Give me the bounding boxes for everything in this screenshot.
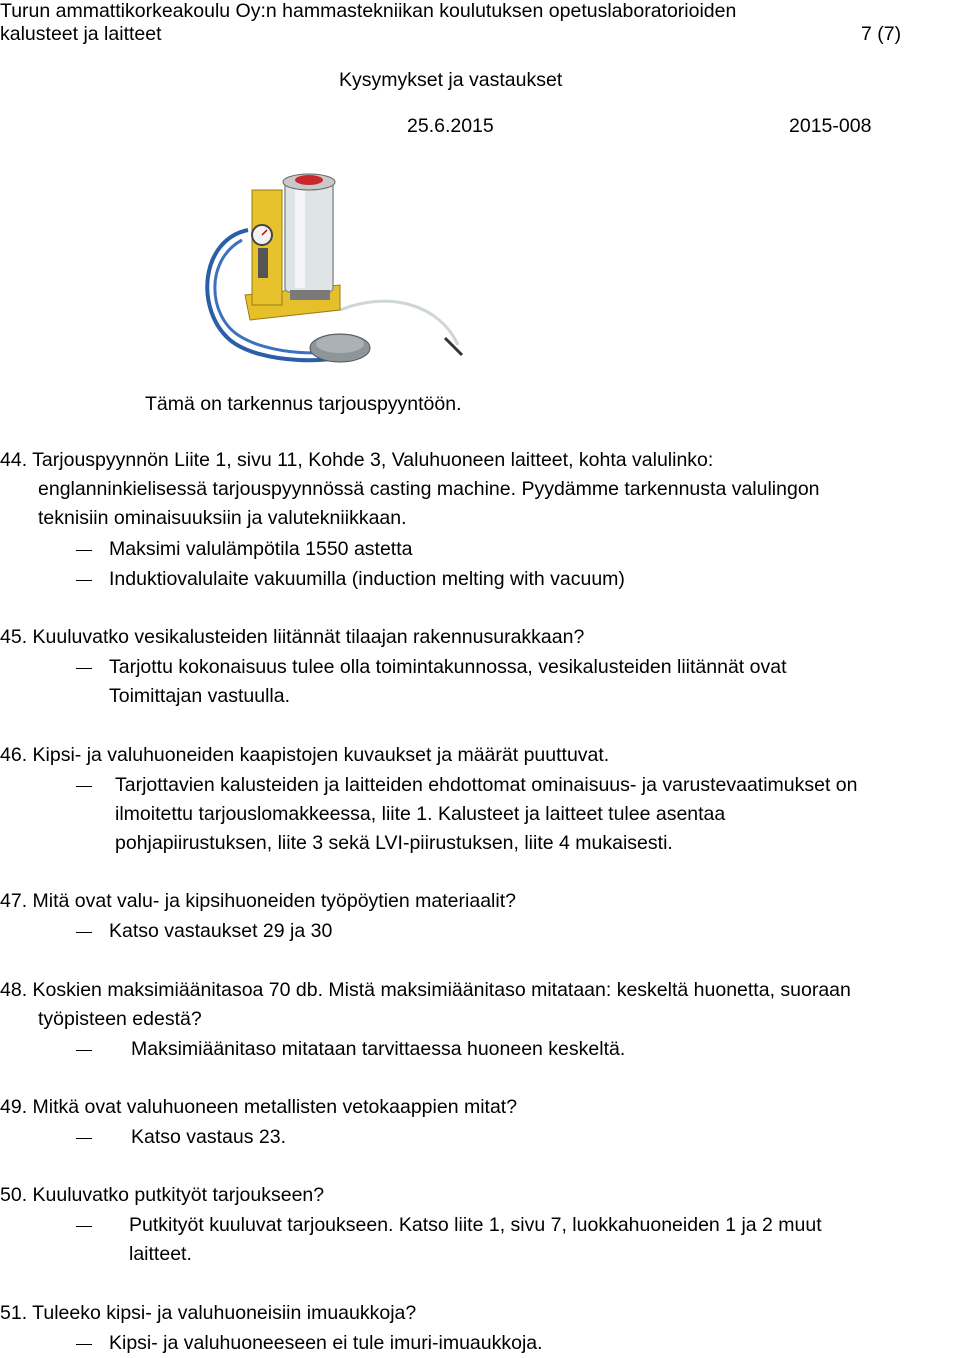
dash-bullet: [76, 932, 92, 933]
answer-45-line1: Tarjottu kokonaisuus tulee olla toimintakunnossa, vesikalusteiden liitännät ovat: [109, 656, 787, 678]
question-46: 46. Kipsi- ja valuhuoneiden kaapistojen kuvaukset ja määrät puuttuvat.: [0, 744, 610, 766]
dash-bullet: [76, 1344, 92, 1345]
answer-46-line2: ilmoitettu tarjouslomakkeessa, liite 1. Kalusteet ja laitteet tulee asentaa: [115, 803, 726, 825]
question-44-line1: 44. Tarjouspyynnön Liite 1, sivu 11, Kohde 3, Valuhuoneen laitteet, kohta valulinko:: [0, 449, 714, 471]
question-49: 49. Mitkä ovat valuhuoneen metallisten vetokaappien mitat?: [0, 1096, 518, 1118]
document-number: 2015-008: [789, 115, 872, 137]
dash-bullet: [76, 550, 92, 551]
question-50: 50. Kuuluvatko putkityöt tarjoukseen?: [0, 1184, 325, 1206]
question-51: 51. Tuleeko kipsi- ja valuhuoneisiin imuaukkoja?: [0, 1302, 417, 1324]
answer-46-line1: Tarjottavien kalusteiden ja laitteiden ehdottomat ominaisuus- ja varustevaatimukset on: [115, 774, 858, 796]
dash-bullet: [76, 580, 92, 581]
answer-44-item1: Maksimi valulämpötila 1550 astetta: [109, 538, 413, 560]
dash-bullet: [76, 668, 92, 669]
question-48-line2: työpisteen edestä?: [38, 1008, 202, 1030]
answer-45-line2: Toimittajan vastuulla.: [109, 685, 291, 707]
image-caption: Tämä on tarkennus tarjouspyyntöön.: [145, 393, 462, 415]
question-47: 47. Mitä ovat valu- ja kipsihuoneiden työpöytien materiaalit?: [0, 890, 516, 912]
answer-44-item2: Induktiovalulaite vakuumilla (induction melting with vacuum): [109, 568, 625, 590]
answer-48: Maksimiäänitaso mitataan tarvittaessa huoneen keskeltä.: [131, 1038, 626, 1060]
question-45: 45. Kuuluvatko vesikalusteiden liitännät tilaajan rakennusurakkaan?: [0, 626, 585, 648]
document-subtitle: Kysymykset ja vastaukset: [339, 69, 563, 91]
answer-46-line3: pohjapiirustuksen, liite 3 sekä LVI-piirustuksen, liite 4 mukaisesti.: [115, 832, 673, 854]
page-number: 7 (7): [861, 23, 902, 45]
question-44-line2: englanninkielisessä tarjouspyynnössä casting machine. Pyydämme tarkennusta valulingon: [38, 478, 820, 500]
header-title-line2: kalusteet ja laitteet: [0, 23, 162, 45]
answer-47: Katso vastaukset 29 ja 30: [109, 920, 333, 942]
document-date: 25.6.2015: [407, 115, 494, 137]
dash-bullet: [76, 786, 92, 787]
question-48-line1: 48. Koskien maksimiäänitasoa 70 db. Mistä maksimiäänitaso mitataan: keskeltä huonetta, suoraan: [0, 979, 851, 1001]
dash-bullet: [76, 1138, 92, 1139]
question-44-line3: teknisiin ominaisuuksiin ja valutekniikkaan.: [38, 507, 407, 529]
answer-51: Kipsi- ja valuhuoneeseen ei tule imuri-imuaukkoja.: [109, 1332, 543, 1354]
casting-machine-photo: [190, 170, 470, 380]
answer-50-line2: laitteet.: [129, 1243, 192, 1265]
dash-bullet: [76, 1226, 92, 1227]
answer-50-line1: Putkityöt kuuluvat tarjoukseen. Katso liite 1, sivu 7, luokkahuoneiden 1 ja 2 muut: [129, 1214, 822, 1236]
header-title-line1: Turun ammattikorkeakoulu Oy:n hammastekniikan koulutuksen opetuslaboratorioiden: [0, 0, 737, 22]
dash-bullet: [76, 1050, 92, 1051]
answer-49: Katso vastaus 23.: [131, 1126, 287, 1148]
